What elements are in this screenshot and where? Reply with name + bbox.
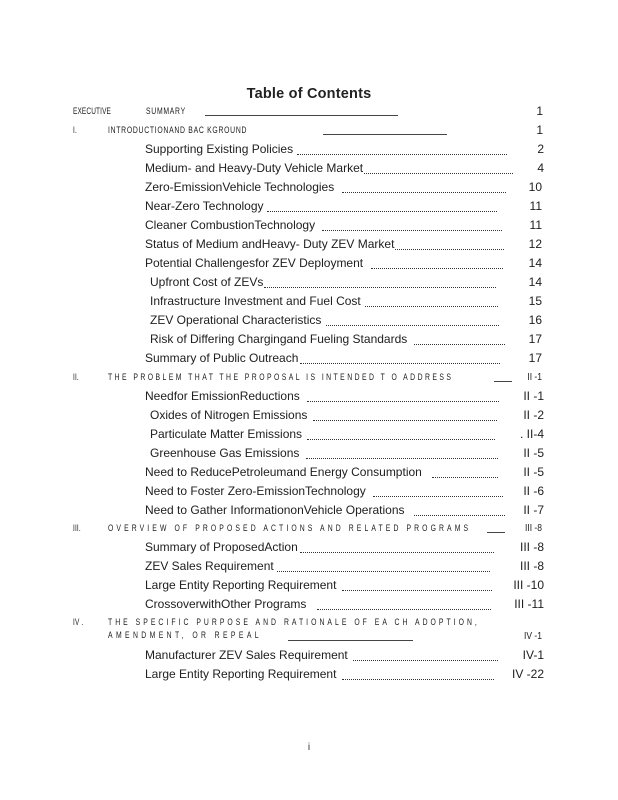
toc-subentry[interactable] bbox=[0, 159, 618, 178]
page-number: 12 bbox=[528, 237, 542, 251]
entry-title: Large Entity Reporting Requirement bbox=[145, 667, 337, 681]
entry-title: Particulate Matter Emissions bbox=[150, 427, 303, 441]
leader-line bbox=[288, 639, 413, 641]
page-number: II -7 bbox=[523, 503, 544, 517]
page-number: 2 bbox=[537, 142, 544, 156]
leader-dots bbox=[307, 400, 499, 402]
leader-dots bbox=[326, 324, 499, 326]
toc-subentry[interactable] bbox=[0, 197, 618, 216]
toc-subentry[interactable] bbox=[0, 406, 618, 425]
entry-title: Greenhouse Gas Emissions bbox=[150, 446, 300, 460]
section-title: SUMMARY bbox=[146, 106, 186, 117]
leader-line bbox=[323, 133, 447, 135]
section-number: III. bbox=[73, 523, 81, 533]
leader-dots bbox=[353, 659, 498, 661]
entry-title: ZEV Sales Requirement bbox=[145, 559, 274, 573]
page-number: 17 bbox=[528, 351, 542, 365]
toc-title: Table of Contents bbox=[246, 86, 372, 102]
toc-subentry[interactable] bbox=[0, 646, 618, 665]
leader-dots bbox=[342, 678, 494, 680]
leader-dots bbox=[395, 248, 504, 250]
page-number: IV -22 bbox=[511, 667, 544, 681]
page-number: 14 bbox=[528, 275, 542, 289]
toc-section-entry[interactable] bbox=[0, 368, 618, 387]
leader-dots bbox=[414, 343, 505, 345]
leader-dots bbox=[365, 305, 498, 307]
toc-subentry[interactable] bbox=[0, 482, 618, 501]
entry-title: ZEV Operational Characteristics bbox=[150, 313, 322, 327]
toc-section-entry[interactable] bbox=[0, 102, 618, 121]
toc-subentry[interactable] bbox=[0, 387, 618, 406]
leader-dots bbox=[432, 476, 498, 478]
page-number: . II-4 bbox=[519, 427, 544, 441]
entry-title: Summary of ProposedAction bbox=[145, 540, 298, 554]
entry-title: Cleaner CombustionTechnology bbox=[145, 218, 316, 232]
toc-subentry[interactable] bbox=[0, 595, 618, 614]
toc-subentry[interactable] bbox=[0, 538, 618, 557]
page-number: IV-1 bbox=[522, 648, 544, 662]
entry-title: Need to Gather InformationonVehicle Operations bbox=[145, 503, 405, 517]
entry-title: Needfor EmissionReductions bbox=[145, 389, 300, 403]
leader-dots bbox=[306, 457, 498, 459]
section-number: EXECUTIVE bbox=[73, 106, 112, 116]
section-number: II. bbox=[73, 372, 79, 382]
toc-subentry[interactable] bbox=[0, 425, 618, 444]
page-number: 1 bbox=[536, 104, 543, 118]
entry-title: Supporting Existing Policies bbox=[145, 142, 294, 156]
entry-title: Risk of Differing Chargingand Fueling Standards bbox=[150, 332, 408, 346]
toc-subentry[interactable] bbox=[0, 576, 618, 595]
page-number: 1 bbox=[536, 123, 543, 137]
section-title: THE SPECIFIC PURPOSE AND RATIONALE OF EA CH ADOPTION, bbox=[108, 617, 480, 628]
leader-dots bbox=[300, 551, 494, 553]
entry-title: Manufacturer ZEV Sales Requirement bbox=[145, 648, 348, 662]
toc-subentry[interactable] bbox=[0, 349, 618, 368]
section-number: I. bbox=[73, 125, 77, 135]
leader-dots bbox=[313, 419, 497, 421]
entry-title: Medium- and Heavy-Duty Vehicle Market bbox=[145, 161, 364, 175]
leader-line bbox=[205, 114, 398, 116]
section-title: THE PROBLEM THAT THE PROPOSAL IS INTENDED T O ADDRESS bbox=[108, 372, 454, 383]
toc-subentry[interactable] bbox=[0, 216, 618, 235]
page-number: II -2 bbox=[523, 408, 544, 422]
page-number: III -8 bbox=[519, 559, 544, 573]
page-number: II -5 bbox=[523, 465, 544, 479]
page-number: 4 bbox=[537, 161, 544, 175]
leader-dots bbox=[414, 514, 505, 516]
toc-subentry[interactable] bbox=[0, 463, 618, 482]
leader-dots bbox=[371, 267, 503, 269]
page-number: II -5 bbox=[523, 446, 544, 460]
toc-subentry[interactable] bbox=[0, 330, 618, 349]
toc-subentry[interactable] bbox=[0, 140, 618, 159]
entry-title: Summary of Public Outreach bbox=[145, 351, 299, 365]
entry-title: Large Entity Reporting Requirement bbox=[145, 578, 337, 592]
section-title-continued: AMENDMENT, OR REPEAL bbox=[108, 630, 262, 641]
entry-title: Need to Foster Zero-EmissionTechnology bbox=[145, 484, 366, 498]
page-number: 17 bbox=[528, 332, 542, 346]
toc-section-entry[interactable] bbox=[0, 519, 618, 538]
leader-dots bbox=[342, 191, 506, 193]
section-number: IV . bbox=[73, 617, 84, 627]
page-number: 14 bbox=[528, 256, 542, 270]
leader-dots bbox=[342, 589, 492, 591]
page-number: III -10 bbox=[513, 578, 544, 592]
entry-title: CrossoverwithOther Programs bbox=[145, 597, 307, 611]
page-number: III -8 bbox=[524, 523, 542, 534]
page-number: 10 bbox=[528, 180, 542, 194]
toc-subentry[interactable] bbox=[0, 178, 618, 197]
toc-subentry[interactable] bbox=[0, 311, 618, 330]
entry-title: Status of Medium andHeavy- Duty ZEV Market bbox=[145, 237, 395, 251]
leader-dots bbox=[264, 286, 496, 288]
entry-title: Near-Zero Technology bbox=[145, 199, 264, 213]
toc-subentry[interactable] bbox=[0, 557, 618, 576]
leader-dots bbox=[267, 210, 497, 212]
page-footer-number: i bbox=[307, 742, 311, 753]
page-number: 15 bbox=[528, 294, 542, 308]
page-number: III -11 bbox=[514, 597, 544, 611]
toc-subentry[interactable] bbox=[0, 273, 618, 292]
entry-title: Oxides of Nitrogen Emissions bbox=[150, 408, 308, 422]
toc-subentry[interactable] bbox=[0, 254, 618, 273]
entry-title: Need to ReducePetroleumand Energy Consumption bbox=[145, 465, 422, 479]
page-number: III -8 bbox=[519, 540, 544, 554]
page-number: IV -1 bbox=[524, 631, 542, 642]
entry-title: Zero-EmissionVehicle Technologies bbox=[145, 180, 335, 194]
page-number: II -6 bbox=[523, 484, 544, 498]
leader-dots bbox=[300, 362, 500, 364]
page-number: 11 bbox=[529, 199, 542, 213]
leader-dots bbox=[307, 438, 495, 440]
page-number: 16 bbox=[528, 313, 542, 327]
leader-dots bbox=[317, 608, 491, 610]
toc-subentry[interactable] bbox=[0, 444, 618, 463]
toc-section-entry[interactable] bbox=[0, 121, 618, 140]
toc-subentry[interactable] bbox=[0, 665, 618, 684]
toc-subentry[interactable] bbox=[0, 235, 618, 254]
leader-dots bbox=[322, 229, 502, 231]
page-number: II -1 bbox=[527, 372, 542, 383]
leader-dots bbox=[364, 172, 513, 174]
leader-line bbox=[487, 531, 505, 533]
page-number: 11 bbox=[529, 218, 542, 232]
leader-dots bbox=[373, 495, 503, 497]
section-title: OVERVIEW OF PROPOSED ACTIONS AND RELATED PROGRAMS bbox=[108, 523, 472, 534]
entry-title: Upfront Cost of ZEVs bbox=[150, 275, 264, 289]
leader-dots bbox=[297, 153, 507, 155]
toc-subentry[interactable] bbox=[0, 292, 618, 311]
leader-dots bbox=[277, 570, 490, 572]
entry-title: Potential Challengesfor ZEV Deployment bbox=[145, 256, 364, 270]
toc-subentry[interactable] bbox=[0, 501, 618, 520]
page-number: II -1 bbox=[523, 389, 544, 403]
entry-title: Infrastructure Investment and Fuel Cost bbox=[150, 294, 361, 308]
toc-section-entry[interactable] bbox=[0, 613, 618, 643]
section-title: INTRODUCTIONAND BAC KGROUND bbox=[108, 125, 248, 136]
